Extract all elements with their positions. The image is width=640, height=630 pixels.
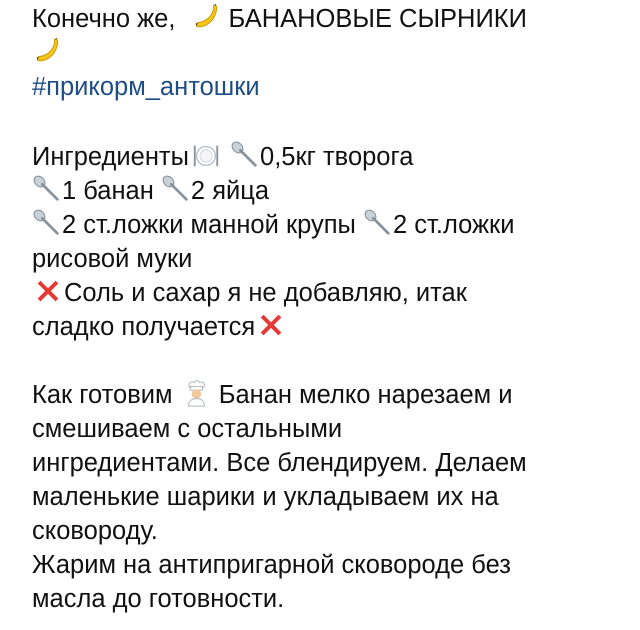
ingredients-line xyxy=(32,242,622,276)
note-text: сладко получается xyxy=(32,313,256,341)
howto-text: смешиваем с остальными xyxy=(32,415,343,443)
howto-text: маленькие шарики и укладываем их на xyxy=(32,483,499,511)
cook-icon xyxy=(180,378,212,408)
howto-text: ингредиентами. Все блендируем. Делаем xyxy=(32,449,527,477)
cross-mark-icon xyxy=(255,310,287,340)
ingredient-item: 2 ст.ложки манной крупы xyxy=(62,211,356,239)
spacer xyxy=(32,344,622,378)
fry-text: масла до готовности. xyxy=(32,585,285,613)
title-prefix: Конечно же, xyxy=(32,5,176,33)
cross-mark-icon xyxy=(32,276,64,306)
howto-text: Банан мелко нарезаем и xyxy=(218,381,513,409)
ingredient-item: 0,5кг творога xyxy=(260,143,414,171)
note-line xyxy=(32,310,622,344)
fry-text: Жарим на антипригарной сковороде без xyxy=(32,551,511,579)
howto-line xyxy=(32,412,622,446)
post-text xyxy=(32,2,622,616)
banana-icon xyxy=(189,2,223,32)
ingredient-item: 2 ст.ложки xyxy=(392,211,515,239)
howto-line xyxy=(32,446,622,480)
ingredients-line xyxy=(32,140,622,174)
howto-line xyxy=(32,480,622,514)
note-text: Соль и сахар я не добавляю, итак xyxy=(64,279,467,307)
howto-text: сковороду. xyxy=(32,517,158,545)
spacer xyxy=(32,104,622,140)
fry-line xyxy=(32,582,622,616)
spoon-icon xyxy=(161,174,191,204)
ingredients-line xyxy=(32,208,622,242)
title-line xyxy=(32,2,622,36)
hashtag-line xyxy=(32,70,622,104)
ingredients-line xyxy=(32,174,622,208)
fry-line xyxy=(32,548,622,582)
spoon-icon xyxy=(363,208,393,238)
title-line-2 xyxy=(32,36,622,70)
note-line xyxy=(32,276,622,310)
spoon-icon xyxy=(32,208,62,238)
banana-icon xyxy=(32,36,62,66)
hashtag-link[interactable]: #прикорм_антошки xyxy=(32,73,260,101)
howto-line xyxy=(32,378,622,412)
ingredient-item: 1 банан xyxy=(62,177,154,205)
post-title: БАНАНОВЫЕ СЫРНИКИ xyxy=(228,5,527,33)
plate-with-cutlery-icon xyxy=(189,140,223,170)
ingredient-item: рисовой муки xyxy=(32,245,193,273)
ingredients-label: Ингредиенты xyxy=(32,143,189,171)
howto-label: Как готовим xyxy=(32,381,173,409)
spoon-icon xyxy=(230,140,260,170)
ingredient-item: 2 яйца xyxy=(190,177,270,205)
spoon-icon xyxy=(32,174,62,204)
howto-line xyxy=(32,514,622,548)
